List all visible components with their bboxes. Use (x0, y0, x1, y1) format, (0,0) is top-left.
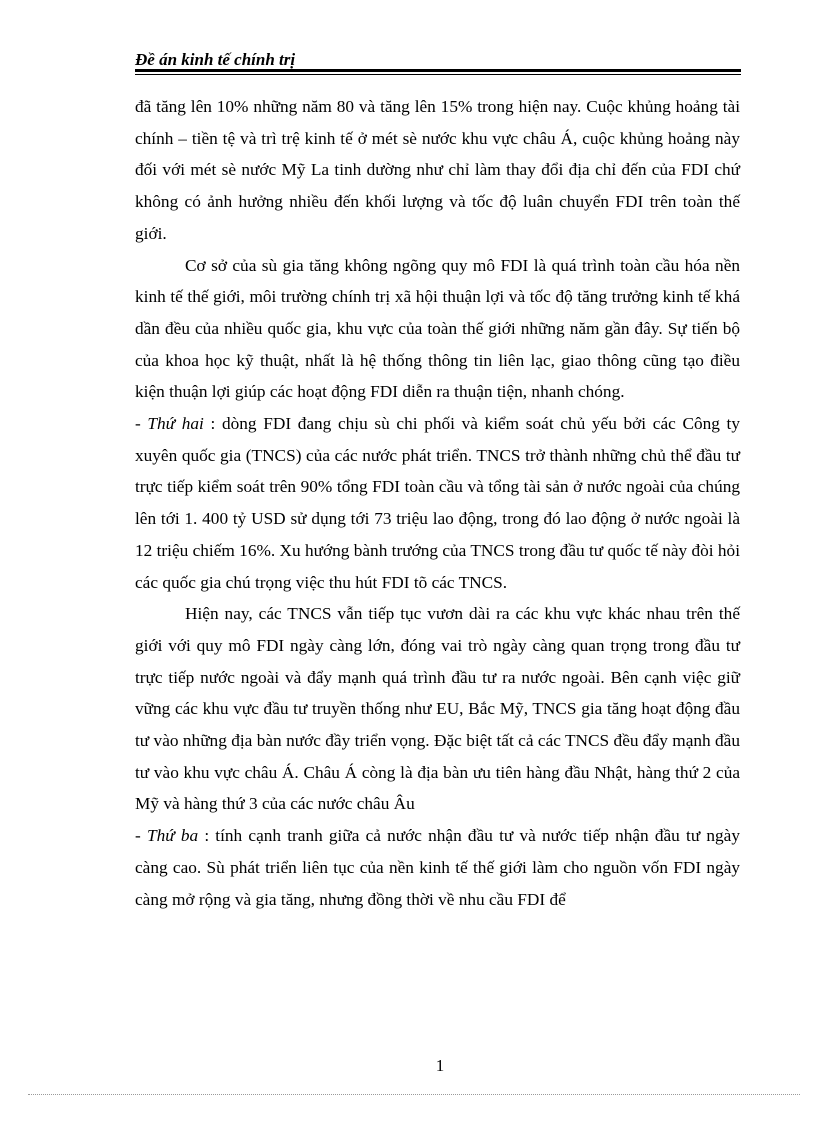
paragraph-2: Cơ sở của sù gia tăng không ngõng quy mô FDI là quá trình toàn cầu hóa nền kinh tế thế giới, môi trường chính trị xã hội thuận lợi và tốc độ tăng trưởng kinh tế khá dần đều của nhiều quốc gia, khu vực của toàn thế giới những năm gần đây. Sự tiến bộ của khoa học kỹ thuật, nhất là hệ thống thông tin liên lạc, giao thông cũng tạo điều kiện thuận lợi giúp các hoạt động FDI diễn ra thuận tiện, nhanh chóng. (135, 255, 740, 402)
list-dash: - (135, 414, 148, 434)
paragraph-3 (135, 408, 740, 598)
list-dash: - (135, 826, 147, 846)
header-title: Đề án kinh tế chính trị (135, 50, 296, 69)
header-rule-thick (135, 69, 741, 72)
paragraph-4: Hiện nay, các TNCS vẫn tiếp tục vươn dài ra các khu vực khác nhau trên thế giới với quy mô FDI ngày càng lớn, đóng vai trò ngày càng quan trọng trong đầu tư trực tiếp nước ngoài và đẩy mạnh quá trình đầu tư ra nước ngoài. Bên cạnh việc giữ vững các khu vực đầu tư truyền thống như EU, Bắc Mỹ, TNCS gia tăng hoạt động đầu tư vào những địa bàn nước đầy triển vọng. Đặc biệt tất cả các TNCS đều đẩy mạnh đầu tư vào khu vực châu Á. Châu Á còng là địa bàn ưu tiên hàng đầu Nhật, hàng thứ 2 của Mỹ và hàng thứ 3 của các nước châu Âu (135, 604, 740, 814)
header-rule-thin (135, 74, 741, 75)
document-body (135, 91, 740, 915)
term-thu-ba: Thứ ba (146, 826, 199, 846)
paragraph-5 (135, 820, 740, 915)
page-boundary-line (28, 1094, 800, 1095)
term-thu-hai: Thứ hai (147, 414, 204, 434)
page-number: 1 (435, 1056, 445, 1075)
paragraph-1: đã tăng lên 10% những năm 80 và tăng lên 15% trong hiện nay. Cuộc khủng hoảng tài chính – tiền tệ và trì trệ kinh tế ở mét sè nước khu vực châu Á, cuộc khủng hoảng này đối với mét sè nước Mỹ La tinh dường như chỉ làm thay đổi địa chỉ đến của FDI chứ không có ảnh hưởng nhiều đến khối lượng và tốc độ luân chuyển FDI trên toàn thế giới. (135, 97, 740, 243)
paragraph-3-text: : dòng FDI đang chịu sù chi phối và kiểm soát chủ yếu bởi các Công ty xuyên quốc gia (TNCS) của các nước phát triển. TNCS trở thành những chủ thể đầu tư trực tiếp kiểm soát trên 90% tổng FDI toàn cầu và tổng tài sản ở nước ngoài của chúng lên tới 1. 400 tỷ USD sử dụng tới 73 triệu lao động, trong đó lao động ở nước ngoài là 12 triệu chiếm 16%. Xu hướng bành trướng của TNCS trong đầu tư quốc tế này đòi hỏi các quốc gia chú trọng việc thu hút FDI tõ các TNCS. (135, 414, 740, 592)
paragraph-5-text: : tính cạnh tranh giữa cả nước nhận đầu tư và nước tiếp nhận đầu tư ngày càng cao. Sù phát triển liên tục của nền kinh tế thế giới làm cho nguồn vốn FDI ngày càng mở rộng và gia tăng, nhưng đồng thời về nhu cầu FDI để (135, 826, 740, 909)
